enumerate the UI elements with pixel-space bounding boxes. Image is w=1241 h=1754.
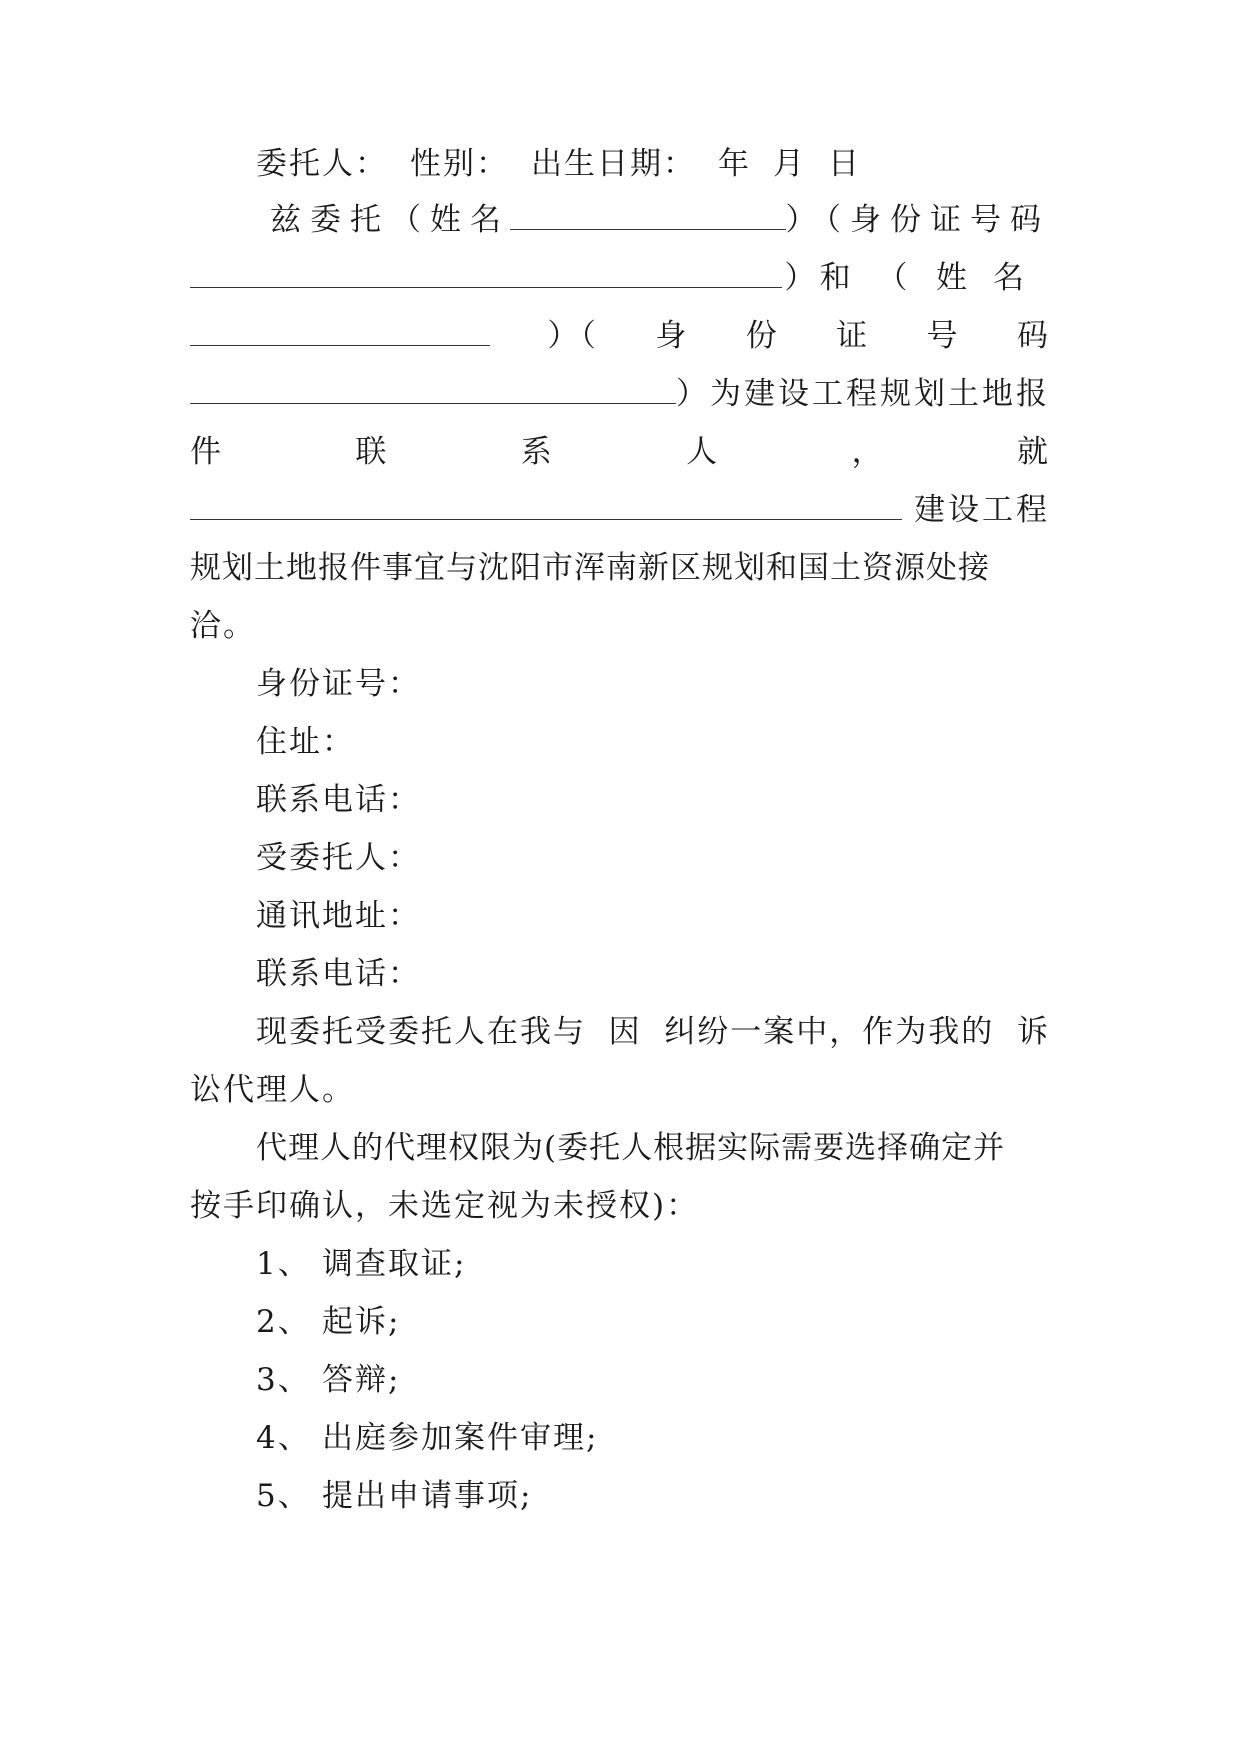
year-label: 年 [718, 146, 751, 182]
entrust-line-6 [190, 488, 1050, 532]
item-number: 4、 [256, 1420, 311, 1456]
item-number: 1、 [256, 1246, 311, 1282]
litigation-text-a: 现委托受委托人在我与 [256, 1014, 586, 1050]
id-blank-1 [190, 257, 782, 288]
agent-field-label: 受委托人： [256, 840, 421, 876]
id-number-label: ）（身份证号码 [785, 202, 1050, 238]
birthdate-label: 出生日期： [531, 146, 696, 182]
authority-line-1: 代理人的代理权限为(委托人根据实际需要选择确定并 [256, 1130, 1006, 1166]
entrust-line-3 [190, 314, 1050, 358]
item-text: 答辩; [322, 1362, 401, 1398]
entrust-name-label: 兹委托（姓名 [270, 202, 510, 238]
spread-char-4: 人 [686, 434, 720, 470]
id-number-field-label: 身份证号： [256, 666, 421, 702]
spread-char-1: 件 [190, 434, 223, 470]
list-item [256, 1474, 1050, 1518]
spread-char-2: 联 [355, 434, 389, 470]
litigation-line-1 [256, 1010, 1050, 1054]
litigation-text-b: 因 [608, 1014, 642, 1050]
list-item [256, 1358, 1050, 1402]
principal-label: 委托人： [256, 146, 388, 182]
litigation-text-d: 诉 [1016, 1014, 1050, 1050]
entrust-line-2 [190, 256, 1050, 300]
paren-open-2: ）（ [547, 318, 598, 354]
id-char-3: 证 [836, 318, 870, 354]
item-text: 提出申请事项; [322, 1478, 533, 1514]
principal-info-line [256, 142, 1050, 186]
spread-char-3: 系 [520, 434, 554, 470]
name-blank-2 [190, 315, 490, 346]
item-number: 5、 [256, 1478, 311, 1514]
entrust-line-4 [190, 372, 1050, 416]
item-number: 3、 [256, 1362, 311, 1398]
item-number: 2、 [256, 1304, 311, 1340]
entrust-line-1 [270, 198, 1050, 242]
spread-char-5: ， [851, 434, 885, 470]
close-paren-1: ） [784, 260, 818, 296]
id-blank-2 [190, 373, 676, 404]
entrust-line-5 [190, 430, 1050, 474]
mailing-address-field-label: 通讯地址： [256, 898, 421, 934]
entrust-line-7: 规划土地报件事宜与沈阳市浑南新区规划和国土资源处接 [190, 550, 990, 586]
item-text: 起诉; [322, 1304, 401, 1340]
litigation-line-2: 讼代理人。 [190, 1072, 355, 1108]
project-blank [190, 489, 902, 520]
authority-line-2: 按手印确认，未选定视为未授权)： [190, 1188, 700, 1224]
id-char-2: 份 [745, 318, 779, 354]
name-label-2: 姓名 [935, 260, 1050, 296]
list-item [256, 1416, 1050, 1460]
list-item [256, 1242, 1050, 1286]
day-label: 日 [828, 146, 861, 182]
month-label: 月 [773, 146, 806, 182]
and-name-label: 和（ [819, 260, 934, 296]
id-char-5: 码 [1016, 318, 1050, 354]
id-char-1: 身 [655, 318, 689, 354]
contact-purpose-text: ）为建设工程规划土地报 [676, 376, 1050, 412]
litigation-text-c: 纠纷一案中，作为我的 [664, 1014, 995, 1050]
id-char-4: 号 [926, 318, 960, 354]
list-item [256, 1300, 1050, 1344]
agent-phone-field-label: 联系电话： [256, 956, 421, 992]
gender-label: 性别： [410, 146, 509, 182]
project-label: 建设工程 [914, 492, 1050, 528]
address-field-label: 住址： [256, 724, 355, 760]
spread-char-6: 就 [1016, 434, 1050, 470]
item-text: 调查取证; [322, 1246, 467, 1282]
name-blank-1 [510, 199, 786, 230]
entrust-line-8: 洽。 [190, 608, 256, 644]
item-text: 出庭参加案件审理; [322, 1420, 599, 1456]
phone-field-label: 联系电话： [256, 782, 421, 818]
